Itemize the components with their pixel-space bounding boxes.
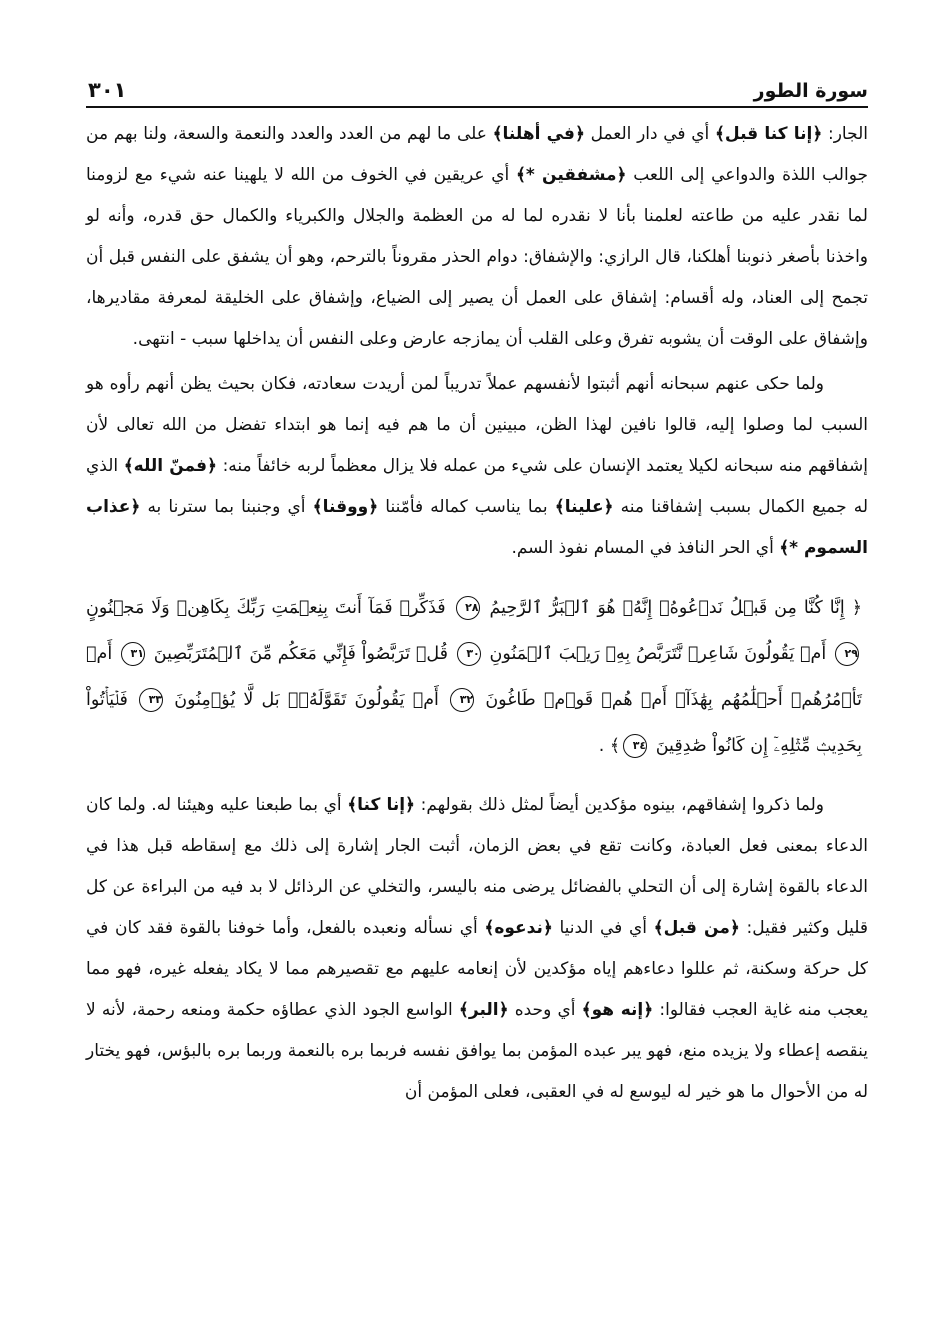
text-run: على ما لهم من العدد والعدد والنعمة والسعة، ولنا بهم من جوالب اللذة والدواعي إلى اللعب	[86, 124, 869, 185]
page-body	[86, 114, 868, 1113]
verse-number-marker: ٢٨	[456, 596, 480, 620]
page-number: ٣٠١	[88, 78, 127, 102]
verse-text: فَلۡيَأۡتُواْ بِحَدِيثٖ مِّثۡلِهِۦٓ إِن كَانُواْ صَٰدِقِينَ	[86, 690, 862, 756]
verse-text: أَمۡ يَقُولُونَ شَاعِرٞ نَّتَرَبَّصُ بِهِۦ رَيۡبَ ٱلۡمَنُونِ	[489, 644, 827, 664]
text-run: أي بما طبعنا عليه وهيئنا له. ولما كان الدعاء بمعنى فعل العبادة، وكانت تقع في بعض الزمان، أثبت الجار إشارة إلى ذلك مع إسقاطه قبل هذا في الدعاء بالقوة إشارة إلى أن التحلي بالفضائل يرضى منه باليسر، والتخلي عن الرذائل لا بد فيه من البراءة عن كل قليل وكثير فقيل:	[86, 795, 868, 938]
text-run: أي وجنبنا بما سترنا به	[140, 497, 313, 517]
verse-text: أَمۡ يَقُولُونَ تَقَوَّلَهُۥۚ بَل لَّا يُؤۡمِنُونَ	[174, 690, 439, 710]
text-run: أي نسأله ونعبده بالفعل، وأما خوفنا بالقوة فقد كان في كل حركة وسكنة، ثم عللوا دعاءهم إياه مؤكدين لأن إنعامه عليهم مع تقصيرهم مما لا يكاد يفعله غيره، فهو مما يعجب منه غاية العجب فقالوا:	[86, 918, 868, 1020]
text-run: ولما ذكروا إشفاقهم، بينوه مؤكدين أيضاً لمثل ذلك بقولهم:	[415, 795, 824, 815]
quran-quote: ﴿علينا﴾	[554, 497, 614, 517]
text-run: الذي له جميع الكمال بسبب إشفاقنا منه	[86, 456, 869, 517]
quran-quote: ﴿ووقنا﴾	[312, 497, 379, 517]
text-run: أي في الدنيا	[552, 918, 654, 938]
quran-verses-block	[86, 585, 862, 769]
quran-quote: ﴿فمنّ الله﴾	[123, 456, 217, 476]
quran-quote: ﴿مشفقين *﴾	[515, 165, 627, 185]
quran-quote: ﴿البر﴾	[458, 1000, 509, 1020]
quran-quote: ﴿إنه هو﴾	[581, 1000, 654, 1020]
verse-text: أَمۡ تَأۡمُرُهُمۡ أَحۡلَٰمُهُم بِهَٰذَآۚ أَمۡ هُمۡ قَوۡمٞ طَاغُونَ	[86, 644, 862, 710]
paragraph-2	[86, 364, 868, 569]
verse-number-marker: ٣٤	[623, 734, 647, 758]
text-run: ولما حكى عنهم سبحانه أنهم أثبتوا لأنفسهم عملاً تدريباً لمن أريدت سعادته، فكان بحيث يظن أنهم رأوه هو السبب لما وصلوا إليه، قالوا نافين لهذا الظن، مبينين أن ما هم فيه إنما هو ابتداء تفضل من الله تعالى لأن إشفاقهم منه سبحانه لكيلا يعتمد الإنسان على شيء من عمله فلا يزال معظماً لربه خائفاً منه:	[86, 374, 868, 476]
verse-number-marker: ٢٩	[835, 642, 859, 666]
text-run: الواسع الجود الذي عطاؤه حكمة ومنعه رحمة، لأنه لا ينقصه إعطاء ولا يزيده منع، فهو يبر عبده المؤمن بما يوافق نفسه فربما بره بالنعمة وربما بره بالبؤس، فهو يختار له من الأحوال ما هو خير له ليوسع له في العقبى، فعلى المؤمن أن	[86, 1000, 868, 1102]
quran-quote: ﴿إنا كنا﴾	[347, 795, 416, 815]
text-run: الجار:	[822, 124, 868, 144]
paragraph-1	[86, 114, 868, 360]
verse-close: ﴾ .	[598, 736, 621, 756]
verse-text: فَذَكِّرۡ فَمَآ أَنتَ بِنِعۡمَتِ رَبِّكَ بِكَاهِنٖ وَلَا مَجۡنُونٍ	[86, 598, 446, 618]
text-run: أي الحر النافذ في المسام نفوذ السم.	[511, 538, 780, 558]
quran-quote: ﴿إنا كنا قبل﴾	[714, 124, 823, 144]
quran-quote: ﴿من قبل﴾	[653, 918, 740, 938]
quran-quote: ﴿في أهلنا﴾	[492, 124, 585, 144]
page-header	[88, 66, 868, 102]
header-rule	[86, 106, 868, 108]
verse-text: ﴿ إِنَّا كُنَّا مِن قَبۡلُ نَدۡعُوهُۖ إِنَّهُۥ هُوَ ٱلۡبَرُّ ٱلرَّحِيمُ	[489, 598, 862, 618]
verse-number-marker: ٣٠	[457, 642, 481, 666]
verse-number-marker: ٣٢	[450, 688, 474, 712]
text-run: بما يناسب كماله فأمّننا	[378, 497, 555, 517]
paragraph-3	[86, 785, 868, 1113]
verse-number-marker: ٣٣	[139, 688, 163, 712]
verse-text: قُلۡ تَرَبَّصُواْ فَإِنِّي مَعَكُم مِّنَ ٱلۡمُتَرَبِّصِينَ	[153, 644, 448, 664]
text-run: أي في دار العمل	[584, 124, 715, 144]
text-run: أي عريقين في الخوف من الله لا يلهينا عنه شيء مع لزومنا لما نقدر عليه من طاعته لعلمنا بأنا لا نقدره لما له من العظمة والجلال والكبرياء والكمال حق قدره، وأنه لو واخذنا بأصغر ذنوبنا أهلكنا، قال الرازي: والإشفاق: دوام الحذر مقروناً بالترحم، وهو أن يشفق على النفس قبل أن تجمح إلى العناد، وله أقسام: إشفاق على العمل أن يصير إلى الضياع، وإشفاق على الخليقة لمعرفة مقاديرها، وإشفاق على الوقت أن يشوبه تفرق وعلى القلب أن يمازجه عارض وعلى النفس أن يداخلها سبب - انتهى.	[86, 165, 868, 349]
verse-number-marker: ٣١	[121, 642, 145, 666]
quran-quote: ﴿ندعوه﴾	[484, 918, 553, 938]
surah-title: سورة الطور	[753, 80, 868, 102]
quran-quote: ﴿عذاب السموم *﴾	[86, 497, 868, 558]
text-run: أي وحده	[508, 1000, 582, 1020]
